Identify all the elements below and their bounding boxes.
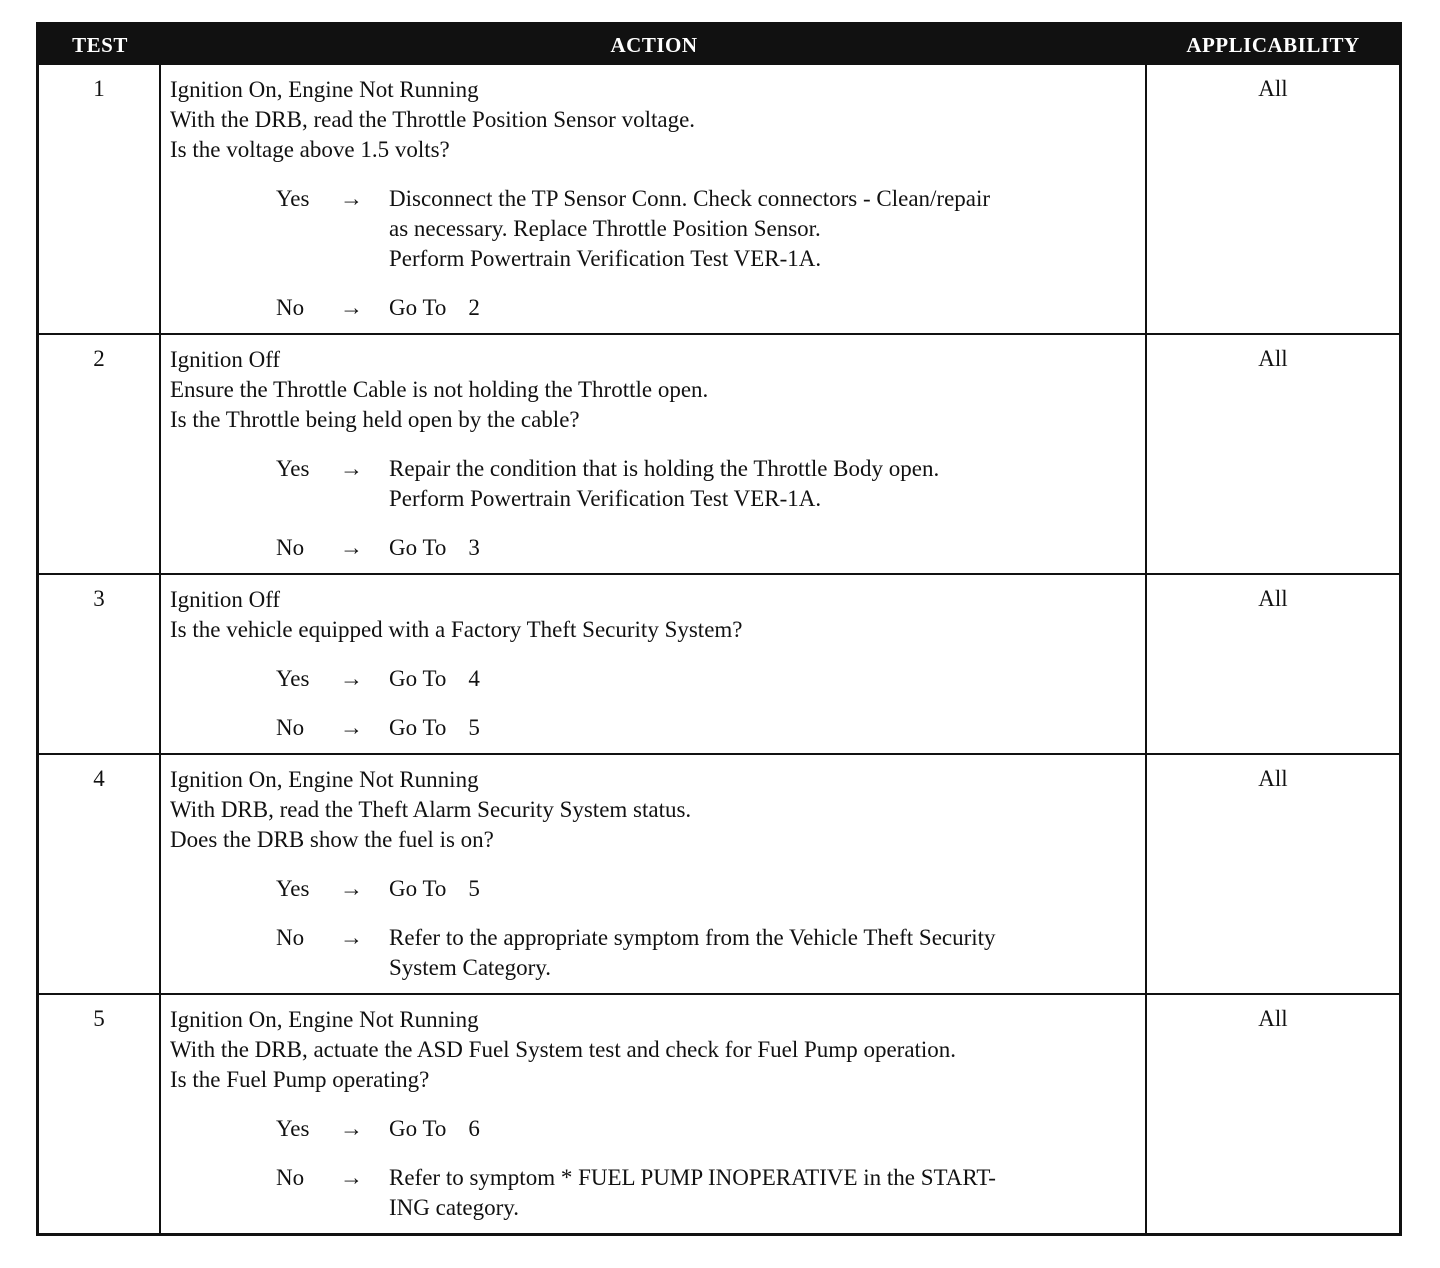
goto-number: 4 xyxy=(468,666,480,691)
arrow-icon: → xyxy=(340,1165,363,1190)
instruction-line: Is the Throttle being held open by the cable? xyxy=(170,407,580,432)
table-row xyxy=(39,65,1399,333)
branch-result xyxy=(389,1163,1137,1223)
branch-label: Yes xyxy=(276,876,310,901)
arrow-icon: → xyxy=(340,715,363,740)
table-row xyxy=(39,333,1399,573)
action-cell xyxy=(161,755,1147,993)
action-cell xyxy=(161,335,1147,573)
branches xyxy=(170,454,1137,563)
instruction-line: Is the voltage above 1.5 volts? xyxy=(170,137,450,162)
test-number: 2 xyxy=(39,335,161,573)
condition-text: Ignition Off xyxy=(170,587,281,612)
branch-result xyxy=(389,874,1137,904)
table-header xyxy=(39,25,1399,65)
goto-text: Go To xyxy=(389,715,447,740)
goto-number: 5 xyxy=(468,715,480,740)
goto-number: 6 xyxy=(468,1116,480,1141)
branch-result xyxy=(389,1114,1137,1144)
goto-number: 5 xyxy=(468,876,480,901)
branch-result xyxy=(389,184,1137,274)
arrow-icon: → xyxy=(340,535,363,560)
test-number: 4 xyxy=(39,755,161,993)
result-line: ING category. xyxy=(389,1195,520,1220)
branch-yes xyxy=(170,1114,1137,1144)
branches xyxy=(170,1114,1137,1223)
applicability-value: All xyxy=(1258,1006,1288,1031)
goto-text: Go To xyxy=(389,876,447,901)
test-number: 1 xyxy=(39,65,161,333)
branches xyxy=(170,664,1137,743)
condition-text: Ignition On, Engine Not Running xyxy=(170,1007,479,1032)
header-test: TEST xyxy=(72,32,128,57)
result-line: Disconnect the TP Sensor Conn. Check connectors - Clean/repair xyxy=(389,186,991,211)
arrow-icon: → xyxy=(340,1116,363,1141)
goto-text: Go To xyxy=(389,295,447,320)
arrow-icon: → xyxy=(340,186,363,211)
applicability-value: All xyxy=(1258,76,1288,101)
branches xyxy=(170,874,1137,983)
action-cell xyxy=(161,995,1147,1233)
branch-yes xyxy=(170,664,1137,694)
branch-label: No xyxy=(276,925,305,950)
branch-label: No xyxy=(276,535,305,560)
branch-label: No xyxy=(276,1165,305,1190)
branch-label: No xyxy=(276,295,305,320)
arrow-icon: → xyxy=(340,666,363,691)
table-row xyxy=(39,573,1399,753)
instruction-line: With DRB, read the Theft Alarm Security System status. xyxy=(170,797,692,822)
header-applicability: APPLICABILITY xyxy=(1186,32,1360,57)
branch-result xyxy=(389,713,1137,743)
branch-result xyxy=(389,293,1137,323)
result-line: as necessary. Replace Throttle Position Sensor. xyxy=(389,216,821,241)
instruction-line: Ensure the Throttle Cable is not holding the Throttle open. xyxy=(170,377,709,402)
header-action: ACTION xyxy=(610,32,698,57)
branch-no xyxy=(170,1163,1137,1223)
table-row xyxy=(39,753,1399,993)
branch-label: Yes xyxy=(276,186,310,211)
goto-text: Go To xyxy=(389,535,447,560)
instruction-line: With the DRB, actuate the ASD Fuel System test and check for Fuel Pump operation. xyxy=(170,1037,957,1062)
branch-no xyxy=(170,293,1137,323)
instruction-line: Is the Fuel Pump operating? xyxy=(170,1067,430,1092)
condition-text: Ignition Off xyxy=(170,347,281,372)
branch-yes xyxy=(170,874,1137,904)
result-line: Repair the condition that is holding the Throttle Body open. xyxy=(389,456,940,481)
result-line: Refer to the appropriate symptom from the Vehicle Theft Security xyxy=(389,925,996,950)
instruction-line: Does the DRB show the fuel is on? xyxy=(170,827,494,852)
goto-text: Go To xyxy=(389,1116,447,1141)
result-line: Perform Powertrain Verification Test VER-1A. xyxy=(389,486,822,511)
result-line: System Category. xyxy=(389,955,552,980)
arrow-icon: → xyxy=(340,295,363,320)
test-number: 3 xyxy=(39,575,161,753)
action-cell xyxy=(161,65,1147,333)
branch-label: Yes xyxy=(276,1116,310,1141)
condition-text: Ignition On, Engine Not Running xyxy=(170,77,479,102)
applicability-value: All xyxy=(1258,766,1288,791)
table-body xyxy=(39,65,1399,1233)
goto-number: 2 xyxy=(468,295,480,320)
arrow-icon: → xyxy=(340,876,363,901)
applicability-value: All xyxy=(1258,346,1288,371)
goto-text: Go To xyxy=(389,666,447,691)
branch-no xyxy=(170,533,1137,563)
arrow-icon: → xyxy=(340,456,363,481)
branch-label: Yes xyxy=(276,456,310,481)
branch-result xyxy=(389,454,1137,514)
branches xyxy=(170,184,1137,323)
branch-label: No xyxy=(276,715,305,740)
branch-label: Yes xyxy=(276,666,310,691)
condition-text: Ignition On, Engine Not Running xyxy=(170,767,479,792)
instruction-line: Is the vehicle equipped with a Factory Theft Security System? xyxy=(170,617,743,642)
result-line: Refer to symptom * FUEL PUMP INOPERATIVE in the START- xyxy=(389,1165,996,1190)
table-row xyxy=(39,993,1399,1233)
test-number: 5 xyxy=(39,995,161,1233)
branch-no xyxy=(170,923,1137,983)
diagnostic-table xyxy=(36,22,1402,1236)
applicability-value: All xyxy=(1258,586,1288,611)
branch-result xyxy=(389,664,1137,694)
goto-number: 3 xyxy=(468,535,480,560)
result-line: Perform Powertrain Verification Test VER-1A. xyxy=(389,246,822,271)
instruction-line: With the DRB, read the Throttle Position Sensor voltage. xyxy=(170,107,696,132)
action-cell xyxy=(161,575,1147,753)
branch-result xyxy=(389,923,1137,983)
branch-yes xyxy=(170,184,1137,274)
arrow-icon: → xyxy=(340,925,363,950)
branch-no xyxy=(170,713,1137,743)
branch-yes xyxy=(170,454,1137,514)
branch-result xyxy=(389,533,1137,563)
